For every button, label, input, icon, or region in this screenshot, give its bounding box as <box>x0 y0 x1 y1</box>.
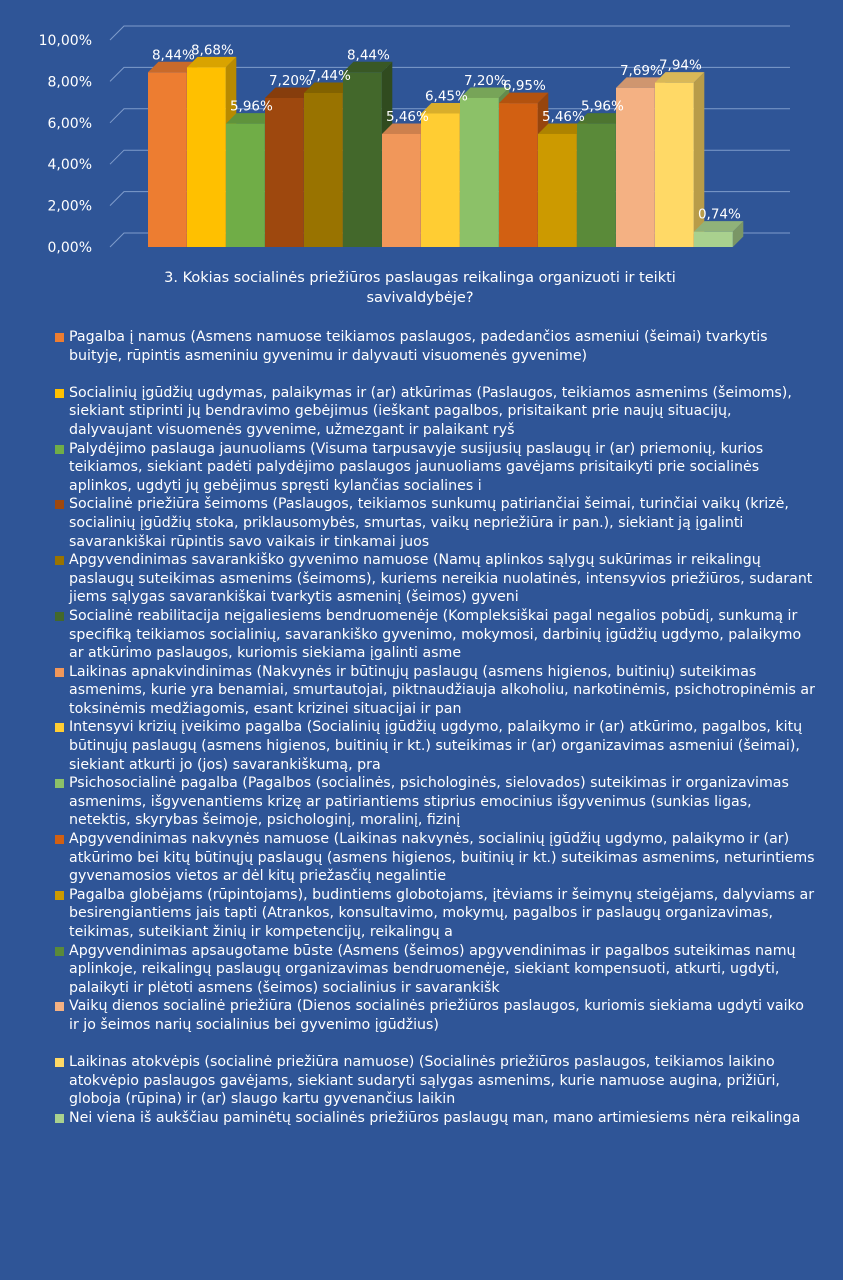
legend-swatch <box>55 612 64 621</box>
bar-chart <box>0 0 843 320</box>
legend-label: Pagalba globėjams (rūpintojams), budintiems globotojams, įtėviams ir šeimynų steigėjams, dalyviams ar besirengiantiems jais tapti (Atrankos, konsultavimo, mokymų, pagalbos ir paslaugų organizavimas, teikimas, suteikiant žinių ir kompetencijų, reikalingų a <box>69 886 815 940</box>
legend-label: Pagalba į namus (Asmens namuose teikiamos paslaugos, padedančios asmeniui (šeimai) tvarkytis buityje, rūpintis asmeniniu gyvenimu ir dalyvauti visuomenės gyvenime) <box>69 329 768 364</box>
data-label: 8,68% <box>190 42 234 59</box>
legend-item <box>55 1053 815 1109</box>
chart-title-line-1: 3. Kokias socialinės priežiūros paslaugas reikalinga organizuoti ir teikti <box>164 270 676 286</box>
data-label: 7,20% <box>463 72 507 89</box>
data-label: 7,44% <box>307 67 351 84</box>
y-tick-label: 8,00% <box>47 74 92 91</box>
legend-swatch <box>55 947 64 956</box>
legend-swatch <box>55 333 64 342</box>
y-tick-label: 6,00% <box>47 115 92 132</box>
legend-item <box>55 663 815 719</box>
legend-item <box>55 495 815 551</box>
legend-item <box>55 551 815 607</box>
legend-label: Laikinas apnakvindinimas (Nakvynės ir būtinųjų paslaugų (asmens higienos, buitinių) suteikimas asmenims, kurie yra benamiai, smurtautojai, piktnaudžiauja alkoholiu, narkotinėmis, psichotropinėmis ar toksinėmis medžiagomis, esant krizinei situacijai ir pan <box>69 663 815 717</box>
data-label: 5,96% <box>229 98 273 115</box>
legend-item <box>55 384 815 440</box>
chart-bars <box>148 57 743 247</box>
legend-swatch <box>55 1114 64 1123</box>
legend-label: Socialinė reabilitacija neįgaliesiems bendruomenėje (Kompleksiškai pagal negalios pobūdį, sunkumą ir specifiką teikiamos socialinių, savarankiško gyvenimo, mokymosi, darbinių įgūdžių ugdymo, palaikymo ar atkūrimo paslaugos, kuriomis siekiama įgalinti asme <box>69 607 802 662</box>
legend-label: Apgyvendinimas apsaugotame būste (Asmens (šeimos) apgyvendinimas ir pagalbos suteikimas namų aplinkoje, reikalingų paslaugų organizavimas bendruomenėje, siekiant kompensuoti, atkurti, ugdyti, palaikyti ir plėtoti asmens (šeimos) socialinius ir savarankišk <box>69 942 796 996</box>
chart-title-line-2: savivaldybėje? <box>366 290 474 306</box>
data-label: 6,95% <box>502 78 546 95</box>
legend-item <box>55 942 815 998</box>
legend-swatch <box>55 500 64 509</box>
data-label: 8,44% <box>346 47 390 64</box>
legend-item <box>55 1109 815 1128</box>
legend-item <box>55 328 815 365</box>
legend-swatch <box>55 389 64 398</box>
legend-label: Nei viena iš aukščiau paminėtų socialinės priežiūros paslaugų man, mano artimiesiems nėra reikalinga <box>69 1109 801 1126</box>
legend-swatch <box>55 779 64 788</box>
legend-label: Vaikų dienos socialinė priežiūra (Dienos socialinės priežiūros paslaugos, kuriomis siekiama ugdyti vaiko ir jo šeimos narių socialinius bei gyvenimo įgūdžius) <box>69 998 804 1033</box>
legend-label: Intensyvi krizių įveikimo pagalba (Socialinių įgūdžių ugdymo, palaikymo ir (ar) atkūrimo, pagalbos, kitų būtinųjų paslaugų (asmens higienos, buitinių ir kt.) suteikimas ir (ar) organizavimas asmeniui (šeimai), siekiant atkurti jo (jos) savarankiškumą, pra <box>69 719 803 773</box>
legend-swatch <box>55 445 64 454</box>
data-label: 5,96% <box>580 98 624 115</box>
legend-swatch <box>55 1002 64 1011</box>
data-label: 7,69% <box>619 62 663 79</box>
legend-label: Palydėjimo paslauga jaunuoliams (Visuma tarpusavyje susijusių paslaugų ir (ar) priemonių, kurios teikiamos, siekiant padėti palydėjimo paslaugos jaunuoliams gavėjams prisitaikyti prie socialinės aplinkos, ugdyti jų gebėjimus spręsti kylančias socialines i <box>69 440 764 494</box>
data-label: 8,44% <box>151 47 195 64</box>
bar <box>655 72 704 247</box>
legend-item <box>55 774 815 830</box>
legend-label: Socialinė priežiūra šeimoms (Paslaugos, teikiamos sunkumų patiriančiai šeimai, turinčiai vaikų (krizė, socialinių įgūdžių stoka, priklausomybės, smurtas, vaikų nepriežiūra ir pan.), siekiant ją įgalinti savarankiškai rūpintis savo vaikais ir tinkamai juos <box>69 496 789 550</box>
legend-item <box>55 607 815 663</box>
y-axis-ticks <box>39 33 92 256</box>
data-label: 5,46% <box>385 108 429 125</box>
legend-item <box>55 997 815 1034</box>
data-label: 5,46% <box>541 108 585 125</box>
y-tick-label: 2,00% <box>47 198 92 215</box>
data-label: 7,20% <box>268 72 312 89</box>
legend-swatch <box>55 556 64 565</box>
legend-item <box>55 830 815 886</box>
legend-swatch <box>55 668 64 677</box>
chart-legend <box>55 328 815 1128</box>
legend-label: Socialinių įgūdžių ugdymas, palaikymas ir (ar) atkūrimas (Paslaugos, teikiamos asmenims (šeimoms), siekiant stiprinti jų bendravimo gebėjimus (ieškant pagalbos, prisitaikant prie naujų situacijų, dalyvaujant visuomenės gyvenime, užmezgant ir palaikant ryš <box>69 384 792 438</box>
y-tick-label: 4,00% <box>47 157 92 174</box>
legend-label: Laikinas atokvėpis (socialinė priežiūra namuose) (Socialinės priežiūros paslaugos, teikiamos laikino atokvėpio paslaugos gavėjams, siekiant sudaryti sąlygas asmenims, kurie namuose augina, prižiūri, globoja (rūpina) ir (ar) slaugo kartu gyvenančius laikin <box>69 1054 780 1108</box>
gridline <box>110 26 790 40</box>
legend-swatch <box>55 835 64 844</box>
legend-swatch <box>55 723 64 732</box>
legend-label: Apgyvendinimas nakvynės namuose (Laikinas nakvynės, socialinių įgūdžių ugdymo, palaikymo ir (ar) atkūrimo bei kitų būtinųjų paslaugų (asmens higienos, buitinių ir kt.) suteikimas asmenims, neturintiems gyvenamosios vietos ar dėl kitų priežasčių negalintie <box>69 831 815 885</box>
y-tick-label: 0,00% <box>47 240 92 256</box>
data-label: 6,45% <box>424 88 468 105</box>
legend-swatch <box>55 1058 64 1067</box>
y-tick-label: 10,00% <box>38 33 92 49</box>
data-label: 7,94% <box>658 57 702 74</box>
legend-label: Psichosocialinė pagalba (Pagalbos (socialinės, psichologinės, sielovados) suteikimas ir organizavimas asmenims, išgyvenantiems krizę ar patiriantiems stiprius emocinius išgyvenimus (sunkias ligas, netektis, skyrybas šeimoje, psichologinį, moralinį, fizinį <box>69 775 789 829</box>
legend-label: Apgyvendinimas savarankiško gyvenimo namuose (Namų aplinkos sąlygų sukūrimas ir reikalingų paslaugų suteikimas asmenims (šeimoms), kuriems nereikia nuolatinės, intensyvios priežiūros, sudarant jiems sąlygas savarankiškai tvarkytis asmeninį (šeimos) gyveni <box>69 552 813 606</box>
data-label: 0,74% <box>697 206 741 223</box>
legend-item <box>55 440 815 496</box>
bar <box>694 221 743 247</box>
legend-item <box>55 718 815 774</box>
legend-swatch <box>55 891 64 900</box>
legend-item <box>55 886 815 942</box>
